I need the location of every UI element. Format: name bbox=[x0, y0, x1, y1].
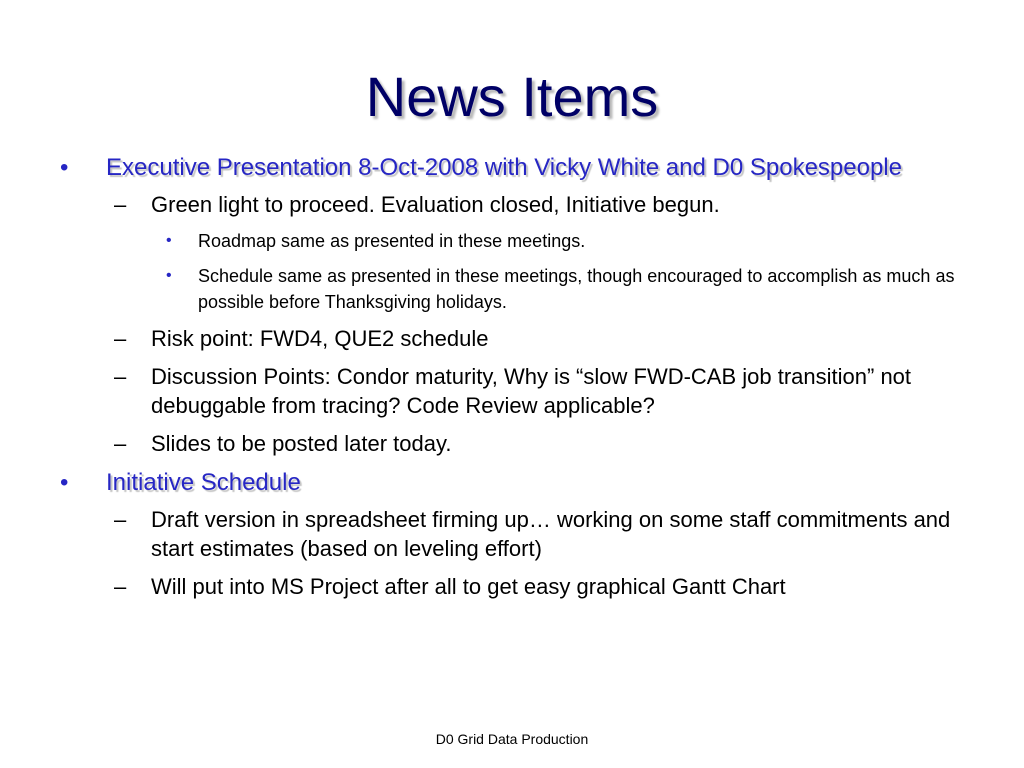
sub-bullet-text: Green light to proceed. Evaluation closed, Initiative begun. bbox=[151, 192, 720, 217]
dash-marker: – bbox=[114, 326, 127, 351]
bullet-item bbox=[56, 467, 996, 498]
sub-bullet-item bbox=[56, 572, 996, 601]
dash-marker: – bbox=[114, 431, 127, 456]
slide-body bbox=[56, 152, 996, 610]
dash-marker: – bbox=[114, 507, 127, 532]
bullet-item bbox=[56, 152, 996, 183]
sub-bullet-item bbox=[56, 190, 996, 219]
sub-bullet-item bbox=[56, 362, 996, 420]
sub-bullet-text: Discussion Points: Condor maturity, Why is “slow FWD-CAB job transition” not debuggable from tracing? Code Review applicable? bbox=[151, 364, 912, 418]
dash-marker: – bbox=[114, 574, 127, 599]
bullet-marker: • bbox=[166, 232, 172, 249]
sub-bullet-text: Will put into MS Project after all to get easy graphical Gantt Chart bbox=[151, 574, 786, 599]
sub-bullet-item bbox=[56, 505, 996, 563]
sub-sub-bullet-text: Schedule same as presented in these meetings, though encouraged to accomplish as much as possible before Thanksgiving holidays. bbox=[198, 266, 955, 312]
sub-bullet-text: Slides to be posted later today. bbox=[151, 431, 452, 456]
sub-sub-bullet-item bbox=[56, 228, 996, 254]
bullet-text: Executive Presentation 8-Oct-2008 with Vicky White and D0 Spokespeople bbox=[106, 154, 902, 181]
bullet-marker: • bbox=[60, 154, 69, 181]
sub-bullet-item bbox=[56, 324, 996, 353]
bullet-marker: • bbox=[60, 469, 69, 496]
sub-bullet-item bbox=[56, 429, 996, 458]
bullet-text: Initiative Schedule bbox=[106, 469, 301, 496]
sub-sub-bullet-item bbox=[56, 263, 996, 315]
dash-marker: – bbox=[114, 364, 127, 389]
dash-marker: – bbox=[114, 192, 127, 217]
sub-bullet-text: Draft version in spreadsheet firming up… working on some staff commitments and start estimates (based on leveling effort) bbox=[151, 507, 951, 561]
slide-title: News Items bbox=[365, 65, 659, 128]
sub-bullet-text: Risk point: FWD4, QUE2 schedule bbox=[151, 326, 489, 351]
slide-footer: D0 Grid Data Production bbox=[435, 731, 589, 747]
bullet-marker: • bbox=[166, 267, 172, 284]
sub-sub-bullet-text: Roadmap same as presented in these meetings. bbox=[198, 231, 586, 251]
